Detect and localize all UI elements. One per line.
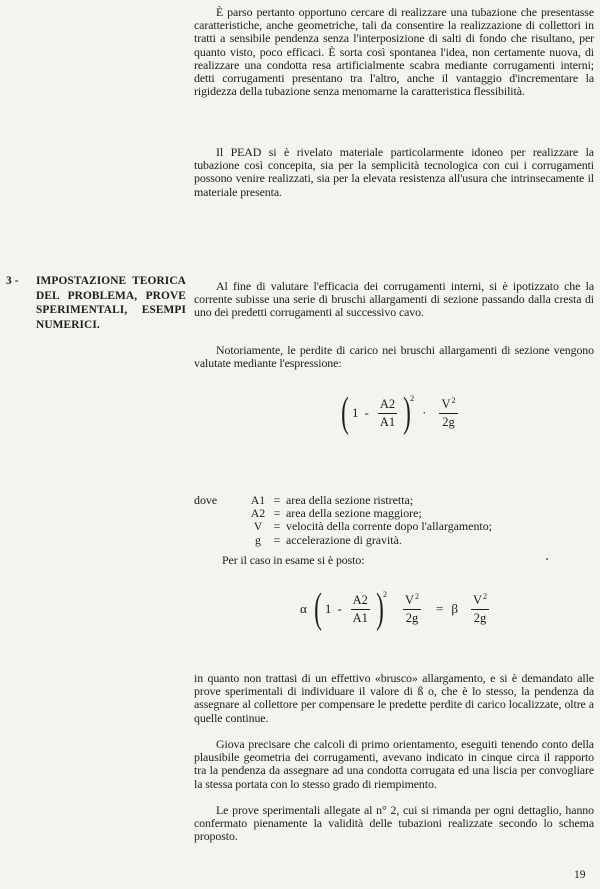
formula2-square: 2	[382, 590, 387, 599]
section-heading	[6, 274, 186, 332]
formula2-equals: =	[435, 601, 444, 616]
definition-row	[194, 520, 492, 533]
def-text: area della sezione maggiore;	[286, 506, 422, 521]
formula1-one: 1	[352, 405, 359, 420]
formula2-velocity-head-2	[471, 592, 489, 626]
def-text: velocità della corrente dopo l'allargamento;	[286, 519, 492, 534]
intro-paragraph-2: Il PEAD si è rivelato materiale particolarmente idoneo per realizzare la tubazione così concepita, sia per la semplicità tecnologica con cui i corrugamenti possono venire realizzati, sia per la elevata resistenza all'usura che intrinsecamente il materiale presenta.	[194, 145, 594, 199]
definitions-list	[194, 494, 492, 547]
formula-head-loss	[338, 392, 461, 434]
formula2-area-ratio	[351, 593, 370, 626]
section-number: 3 -	[6, 275, 19, 287]
section-paragraph-1: Al fine di valutare l'efficacia dei corrugamenti interni, si è ipotizzato che la corrente subisse una serie di bruschi allargamenti di sezione passando dalla cresta di uno dei predetti corrugamenti al successivo cavo.	[194, 279, 594, 320]
closing-paragraph-2: Giova precisare che calcoli di primo orientamento, eseguiti tenendo conto della plausibile geometria dei corrugamenti, avevano indicato in cinque circa il rapporto tra la pendenza da assegnare ad una condotta corrugata ed una liscia per convogliare la stessa portata con lo stesso grado di riempimento.	[194, 737, 594, 791]
formula2-vel2-num: $V^2$	[471, 592, 489, 610]
formula2-beta: β	[451, 601, 458, 616]
closing-paragraph-1: in quanto non trattasi di un effettivo «brusco» allargamento, e si è demandato alle prove sperimentali di individuare il valore di ß o, che è lo stesso, la pendenza da assegnare al collettore per compensare le predette perdite di carico localizzate, oltre a quelle continue.	[194, 671, 594, 725]
formula1-minus: -	[364, 405, 369, 420]
formula2-minus: -	[337, 601, 342, 616]
close-paren: )	[376, 586, 384, 632]
intro-paragraph-1: È parso pertanto opportuno cercare di realizzare una tubazione che presentasse caratteristiche, anche geometriche, tali da consentire la realizzazione di collettori in tratti a sensibile pendenza senza l'interposizione di salti di fondo che risultano, per quanto visto, poco efficaci. È sorta così spontanea l'idea, non certamente nuova, di realizzare una condotta resa artificialmente scabra mediante corrugamenti interni; detti corrugamenti presentano tra l'altro, anche il vantaggio d'incrementare la rigidezza della tubazione senza menomarne la caratteristica flessibilità.	[194, 5, 594, 99]
formula1-dot: ·	[422, 405, 427, 420]
definition-row	[194, 534, 492, 547]
open-paren: (	[313, 586, 322, 632]
formula1-velocity-head	[439, 396, 457, 430]
case-text: Per il caso in esame si è posto:	[222, 553, 365, 567]
formula2-one: 1	[324, 601, 332, 616]
def-text: accelerazione di gravità.	[286, 532, 402, 547]
formula1-square: 2	[410, 394, 415, 403]
formula1-ratio-num: A2	[378, 397, 397, 414]
formula1-area-ratio	[378, 397, 397, 430]
def-equals: =	[273, 519, 281, 534]
formula1-vel-den: 2g	[442, 415, 455, 430]
formula1-ratio-den: A1	[379, 414, 396, 429]
def-symbol: A1	[250, 493, 266, 507]
open-paren: (	[341, 390, 349, 436]
formula2-velocity-head	[403, 592, 421, 626]
formula2-ratio-num: A2	[351, 593, 370, 610]
formula2-vel2-den: 2g	[473, 611, 487, 626]
scan-speck	[546, 558, 548, 560]
def-equals: =	[273, 493, 281, 507]
def-text: area della sezione ristretta;	[286, 493, 414, 507]
formula1-vel-num: $V^2$	[439, 396, 457, 414]
page-number: 19	[574, 869, 586, 881]
formula-assumption	[300, 588, 492, 630]
def-equals: =	[273, 532, 281, 547]
def-symbol: A2	[250, 506, 266, 521]
section-paragraph-2: Notoriamente, le perdite di carico nei bruschi allargamenti di sezione vengono valutate mediante l'espressione:	[194, 343, 594, 371]
formula2-vel-den: 2g	[405, 611, 419, 626]
formula2-alpha: α	[300, 601, 307, 616]
def-equals: =	[273, 506, 281, 521]
closing-paragraph-3: Le prove sperimentali allegate al n° 2, cui si rimanda per ogni dettaglio, hanno confermato pienamente la validità delle tubazioni realizzate secondo lo schema proposto.	[194, 803, 594, 844]
formula2-ratio-den: A1	[352, 610, 368, 625]
def-symbol: V	[253, 519, 263, 534]
definitions-lead: dove	[194, 493, 218, 507]
section-title: IMPOSTAZIONE TEORICA DEL PROBLEMA, PROVE SPERIMENTALI, ESEMPI NUMERICI.	[36, 275, 186, 331]
formula2-vel-num: $V^2$	[403, 592, 421, 610]
def-symbol: g	[255, 532, 261, 547]
close-paren: )	[403, 390, 411, 436]
